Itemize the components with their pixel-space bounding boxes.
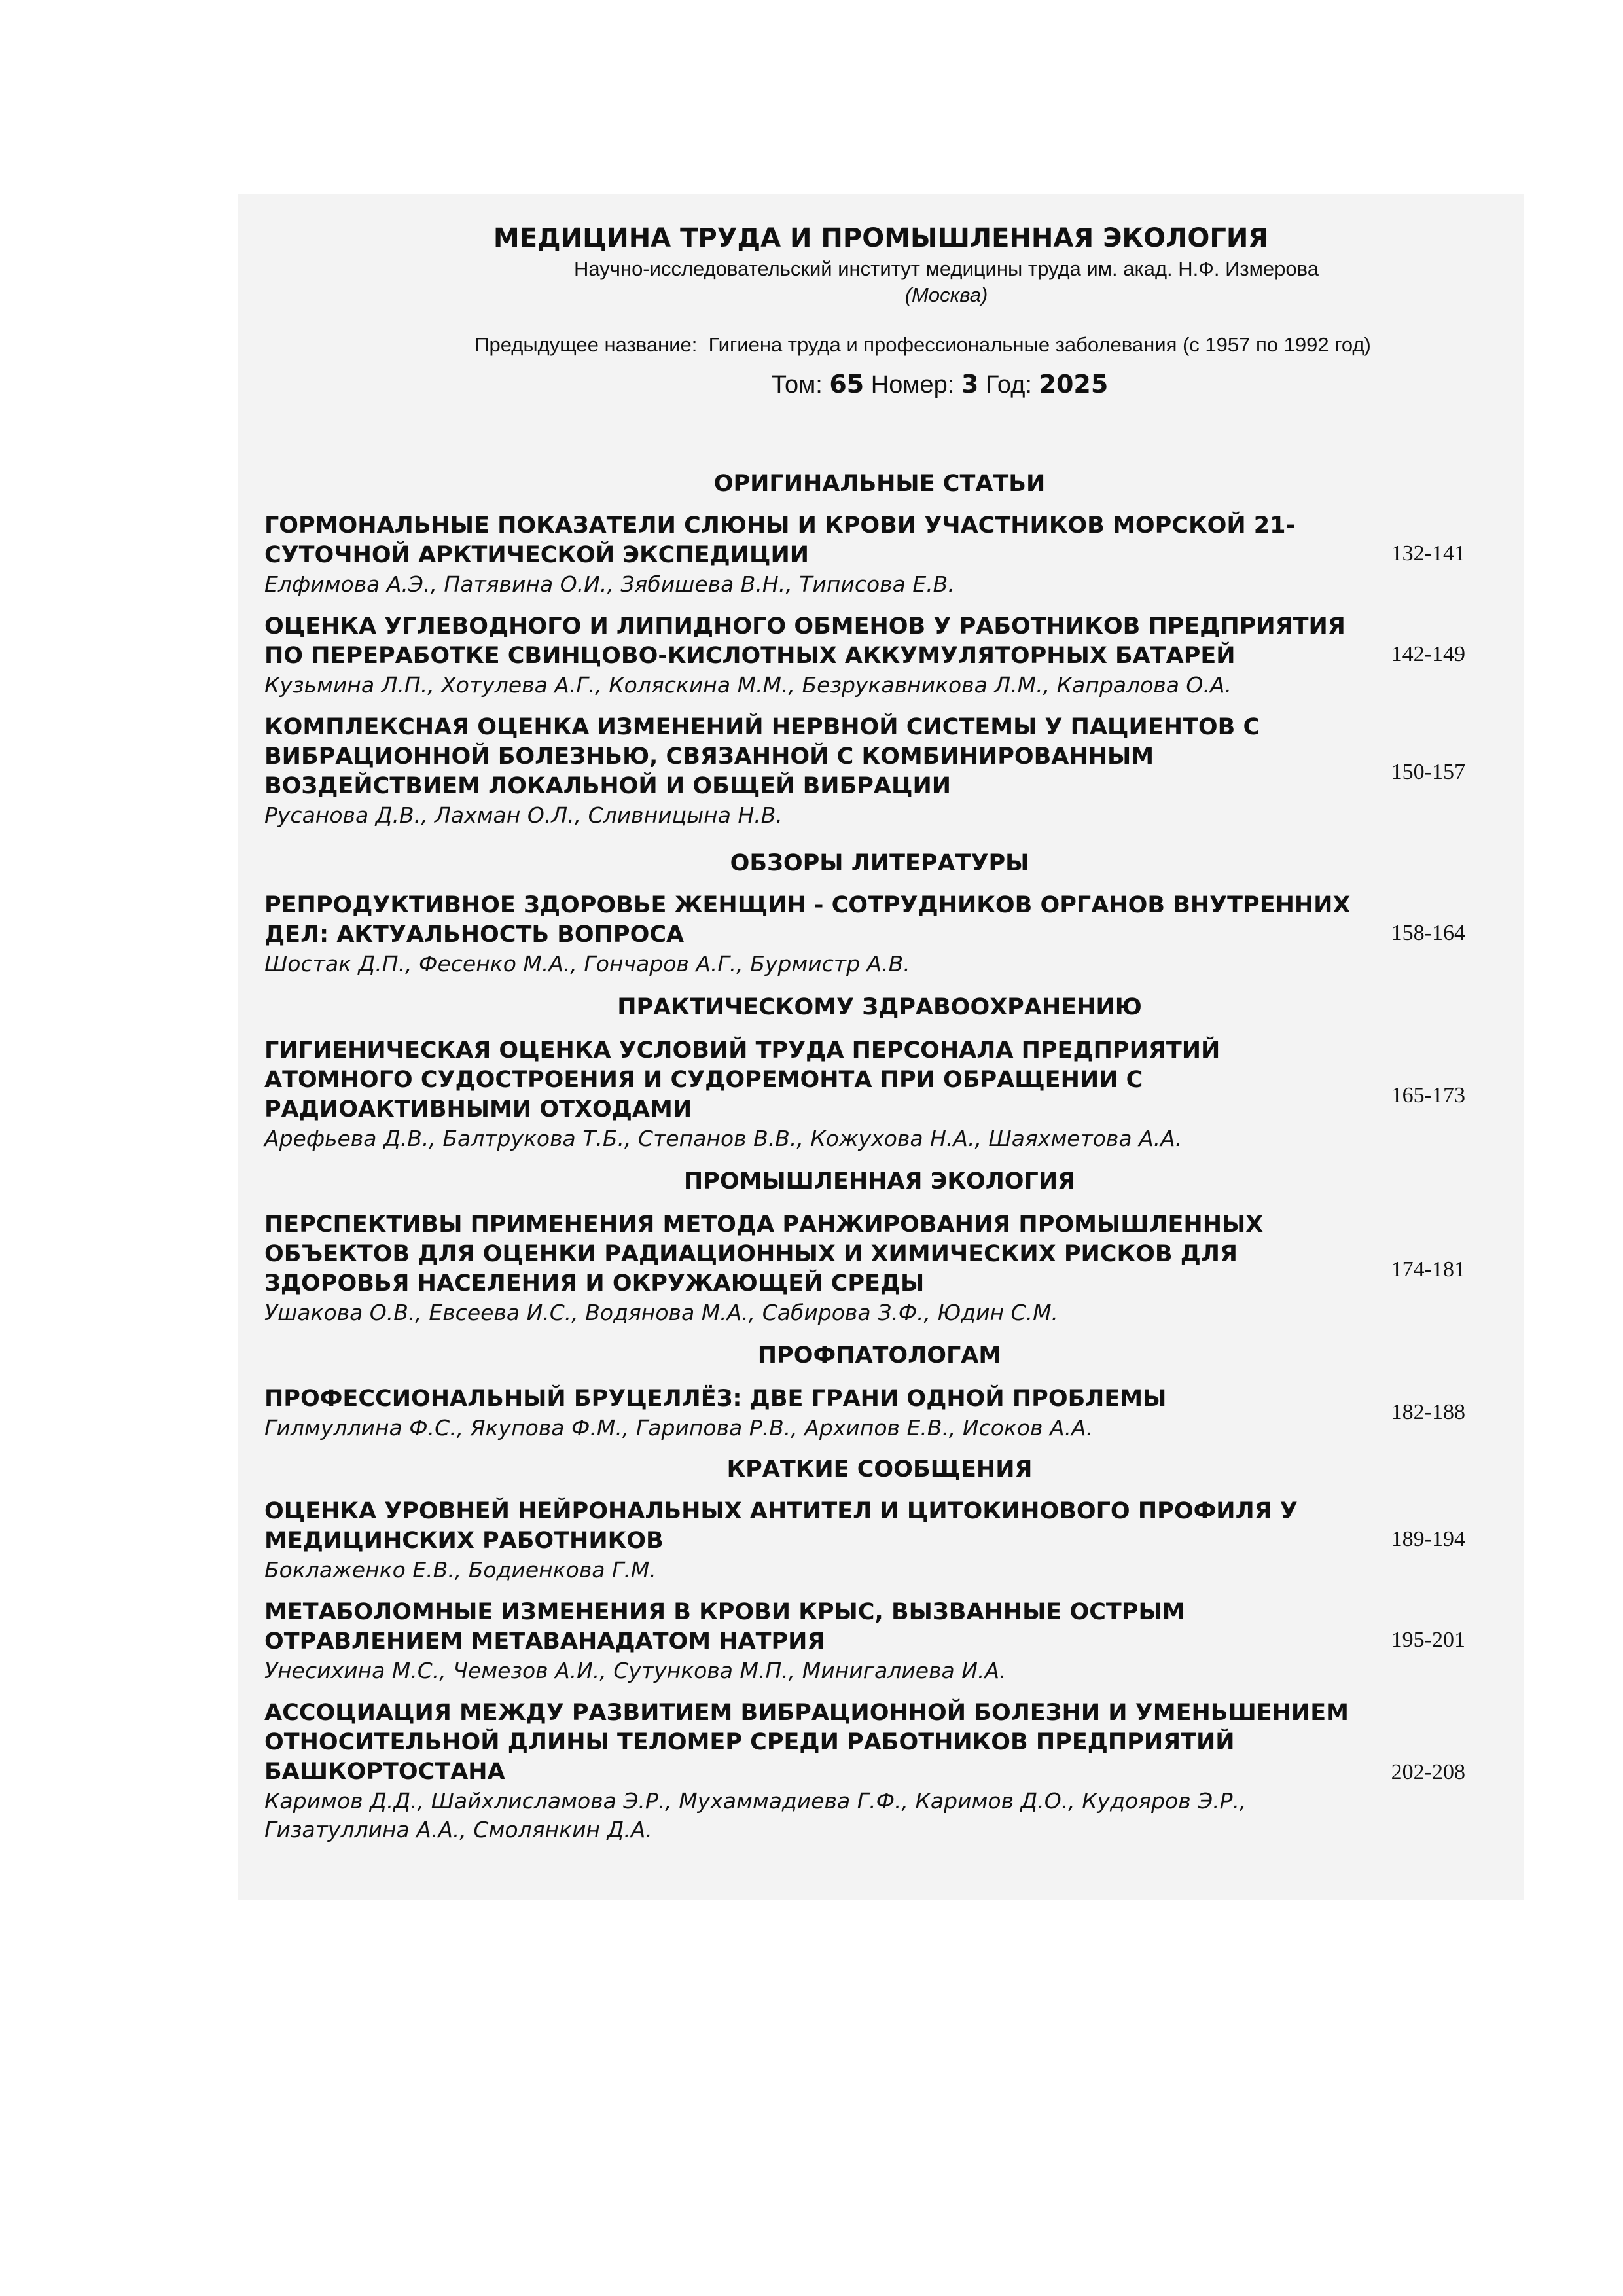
year-value: 2025 bbox=[1039, 370, 1109, 399]
section-heading: ПРАКТИЧЕСКОМУ ЗДРАВООХРАНЕНИЮ bbox=[617, 994, 1142, 1020]
article-title[interactable]: РЕПРОДУКТИВНОЕ ЗДОРОВЬЕ ЖЕНЩИН - СОТРУДНИКОВ ОРГАНОВ ВНУТРЕННИХ ДЕЛ: АКТУАЛЬНОСТЬ ВОПРОСА bbox=[264, 892, 1351, 948]
article-title[interactable]: ПЕРСПЕКТИВЫ ПРИМЕНЕНИЯ МЕТОДА РАНЖИРОВАНИЯ ПРОМЫШЛЕННЫХ ОБЪЕКТОВ ДЛЯ ОЦЕНКИ РАДИАЦИОННЫХ И ХИМИЧЕСКИХ РИСКОВ ДЛЯ ЗДОРОВЬЯ НАСЕЛЕНИЯ И ОКРУЖАЮЩЕЙ СРЕДЫ bbox=[264, 1211, 1264, 1297]
article-authors: Каримов Д.Д., Шайхлисламова Э.Р., Мухаммадиева Г.Ф., Каримов Д.О., Кудояров Э.Р., Гизатуллина А.А., Смолянкин Д.А. bbox=[264, 1788, 1247, 1842]
number-label: Номер: bbox=[870, 371, 955, 399]
article-entry[interactable] bbox=[264, 1598, 1495, 1685]
article-entry[interactable] bbox=[264, 1497, 1495, 1585]
article-pages: 174-181 bbox=[1391, 1257, 1465, 1282]
article-authors: Арефьева Д.В., Балтрукова Т.Б., Степанов В.В., Кожухова Н.А., Шаяхметова А.А. bbox=[264, 1126, 1183, 1151]
journal-title: МЕДИЦИНА ТРУДА И ПРОМЫШЛЕННАЯ ЭКОЛОГИЯ bbox=[493, 223, 1269, 253]
article-pages: 165-173 bbox=[1391, 1083, 1465, 1107]
article-title[interactable]: ОЦЕНКА УРОВНЕЙ НЕЙРОНАЛЬНЫХ АНТИТЕЛ И ЦИТОКИНОВОГО ПРОФИЛЯ У МЕДИЦИНСКИХ РАБОТНИКОВ bbox=[264, 1498, 1298, 1554]
issue-info bbox=[297, 370, 1582, 399]
article-title[interactable]: АССОЦИАЦИЯ МЕЖДУ РАЗВИТИЕМ ВИБРАЦИОННОЙ БОЛЕЗНИ И УМЕНЬШЕНИЕМ ОТНОСИТЕЛЬНОЙ ДЛИНЫ ТЕЛОМЕР СРЕДИ РАБОТНИКОВ ПРЕДПРИЯТИЙ БАШКОРТОСТАНА bbox=[264, 1700, 1349, 1785]
article-title[interactable]: ПРОФЕССИОНАЛЬНЫЙ БРУЦЕЛЛЁЗ: ДВЕ ГРАНИ ОДНОЙ ПРОБЛЕМЫ bbox=[264, 1386, 1167, 1412]
volume-label: Том: bbox=[771, 371, 823, 399]
toc-panel bbox=[238, 194, 1524, 1900]
article-entry[interactable] bbox=[264, 1384, 1495, 1443]
article-entry[interactable] bbox=[264, 511, 1495, 599]
article-pages: 182-188 bbox=[1391, 1400, 1465, 1424]
article-title[interactable]: ГИГИЕНИЧЕСКАЯ ОЦЕНКА УСЛОВИЙ ТРУДА ПЕРСОНАЛА ПРЕДПРИЯТИЙ АТОМНОГО СУДОСТРОЕНИЯ И СУДОРЕМОНТА ПРИ ОБРАЩЕНИИ С РАДИОАКТИВНЫМИ ОТХОДАМИ bbox=[264, 1037, 1221, 1122]
article-pages: 132-141 bbox=[1391, 541, 1465, 565]
previous-name-label: Предыдущее название: bbox=[474, 333, 698, 356]
article-title[interactable]: ОЦЕНКА УГЛЕВОДНОГО И ЛИПИДНОГО ОБМЕНОВ У РАБОТНИКОВ ПРЕДПРИЯТИЯ ПО ПЕРЕРАБОТКЕ СВИНЦОВО-КИСЛОТНЫХ АККУМУЛЯТОРНЫХ БАТАРЕЙ bbox=[264, 613, 1346, 669]
article-pages: 202-208 bbox=[1391, 1760, 1465, 1784]
article-entry[interactable] bbox=[264, 1698, 1495, 1844]
article-pages: 142-149 bbox=[1391, 642, 1465, 666]
article-authors: Кузьмина Л.П., Хотулева А.Г., Коляскина М.М., Безрукавникова Л.М., Капралова О.А. bbox=[264, 672, 1232, 698]
article-entry[interactable] bbox=[264, 891, 1495, 978]
article-title[interactable]: ГОРМОНАЛЬНЫЕ ПОКАЗАТЕЛИ СЛЮНЫ И КРОВИ УЧАСТНИКОВ МОРСКОЙ 21-СУТОЧНОЙ АРКТИЧЕСКОЙ ЭКСПЕДИЦИИ bbox=[264, 512, 1296, 568]
section-heading: КРАТКИЕ СООБЩЕНИЯ bbox=[726, 1456, 1033, 1482]
article-authors: Шостак Д.П., Фесенко М.А., Гончаров А.Г., Бурмистр А.В. bbox=[264, 951, 910, 977]
year-label: Год: bbox=[985, 371, 1032, 399]
article-authors: Русанова Д.В., Лахман О.Л., Сливницына Н.В. bbox=[264, 802, 783, 828]
institute-name: Научно-исследовательский институт медицины труда им. акад. Н.Ф. Измерова bbox=[574, 257, 1319, 280]
article-authors: Боклаженко Е.В., Бодиенкова Г.М. bbox=[264, 1557, 656, 1583]
article-pages: 189-194 bbox=[1391, 1527, 1465, 1551]
article-entry[interactable] bbox=[264, 713, 1495, 830]
article-pages: 158-164 bbox=[1391, 921, 1465, 945]
article-authors: Ушакова О.В., Евсеева И.С., Водянова М.А., Сабирова З.Ф., Юдин С.М. bbox=[264, 1300, 1059, 1325]
article-entry[interactable] bbox=[264, 1036, 1495, 1153]
article-authors: Унесихина М.С., Чемезов А.И., Сутункова М.П., Минигалиева И.А. bbox=[264, 1658, 1007, 1683]
article-authors: Елфимова А.Э., Патявина О.И., Зябишева В.Н., Типисова Е.В. bbox=[264, 571, 955, 597]
article-entry[interactable] bbox=[264, 612, 1495, 700]
section-heading: ОБЗОРЫ ЛИТЕРАТУРЫ bbox=[730, 850, 1029, 876]
institute-city: (Москва) bbox=[904, 283, 988, 306]
article-title[interactable]: КОМПЛЕКСНАЯ ОЦЕНКА ИЗМЕНЕНИЙ НЕРВНОЙ СИСТЕМЫ У ПАЦИЕНТОВ С ВИБРАЦИОННОЙ БОЛЕЗНЬЮ, СВЯЗАННОЙ С КОМБИНИРОВАННЫМ ВОЗДЕЙСТВИЕМ ЛОКАЛЬНОЙ И ОБЩЕЙ ВИБРАЦИИ bbox=[264, 714, 1260, 799]
section-heading: ПРОМЫШЛЕННАЯ ЭКОЛОГИЯ bbox=[683, 1168, 1076, 1194]
volume-value: 65 bbox=[829, 370, 865, 399]
article-title[interactable]: МЕТАБОЛОМНЫЕ ИЗМЕНЕНИЯ В КРОВИ КРЫС, ВЫЗВАННЫЕ ОСТРЫМ ОТРАВЛЕНИЕМ МЕТАВАНАДАТОМ НАТРИЯ bbox=[264, 1599, 1185, 1655]
number-value: 3 bbox=[961, 370, 979, 399]
section-heading: ОРИГИНАЛЬНЫЕ СТАТЬИ bbox=[713, 471, 1046, 497]
article-authors: Гилмуллина Ф.С., Якупова Ф.М., Гарипова Р.В., Архипов Е.В., Исоков А.А. bbox=[264, 1415, 1094, 1441]
section-heading: ПРОФПАТОЛОГАМ bbox=[757, 1342, 1002, 1369]
previous-name-value: Гигиена труда и профессиональные заболевания (с 1957 по 1992 год) bbox=[708, 333, 1371, 356]
article-pages: 150-157 bbox=[1391, 760, 1465, 784]
article-pages: 195-201 bbox=[1391, 1628, 1465, 1652]
previous-name bbox=[280, 333, 1565, 357]
article-entry[interactable] bbox=[264, 1210, 1495, 1327]
